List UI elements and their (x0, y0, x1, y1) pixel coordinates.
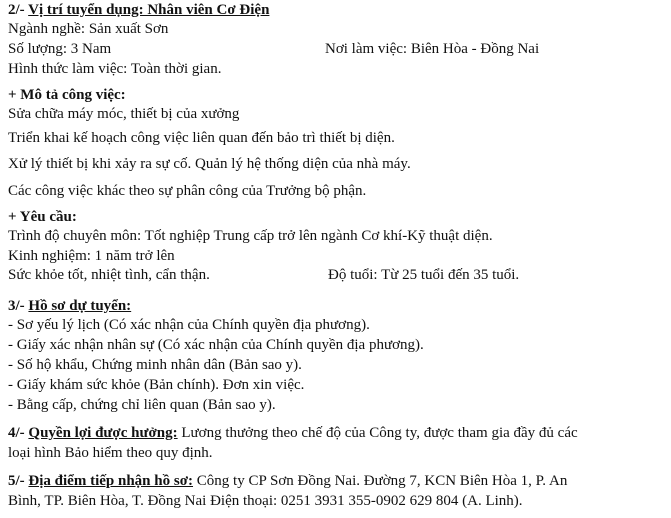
do-tuoi: Độ tuổi: Từ 25 tuổi đến 35 tuổi. (328, 267, 520, 283)
yeu-cau-heading: + Yêu cầu: (8, 209, 77, 225)
suc-khoe: Sức khỏe tốt, nhiệt tình, cẩn thận. (8, 267, 210, 283)
ho-so-item: - Sơ yếu lý lịch (Có xác nhận của Chính quyền địa phương). (8, 317, 370, 333)
mo-ta-item: Xử lý thiết bị khi xảy ra sự cố. Quản lý hệ thống diện của nhà máy. (8, 156, 411, 172)
mo-ta-item: Triển khai kế hoạch công việc liên quan đến bảo trì thiết bị diện. (8, 130, 395, 146)
section-5-title: Địa điểm tiếp nhận hồ sơ: (28, 473, 194, 489)
nganh-nghe: Ngành nghề: Sản xuất Sơn (8, 21, 169, 37)
section-3-heading (8, 297, 131, 315)
mo-ta-heading: + Mô tả công việc: (8, 87, 126, 103)
section-2-heading (8, 1, 269, 19)
section-5-text: Công ty CP Sơn Đồng Nai. Đường 7, KCN Biên Hòa 1, P. An (193, 473, 568, 489)
noi-lam-viec: Nơi làm việc: Biên Hòa - Đồng Nai (325, 41, 540, 57)
trinh-do: Trình độ chuyên môn: Tốt nghiệp Trung cấp trở lên ngành Cơ khí-Kỹ thuật diện. (8, 228, 493, 244)
section-2-title: Vị trí tuyển dụng: Nhân viên Cơ Điện (28, 2, 270, 18)
section-3-number: 3/- (8, 298, 29, 314)
section-4-title: Quyền lợi được hưởng: (28, 425, 178, 441)
section-5-line-2: Bình, TP. Biên Hòa, T. Đồng Nai Điện thoại: 0251 3931 355-0902 629 804 (A. Linh). (8, 493, 523, 509)
ho-so-item: - Bằng cấp, chứng chỉ liên quan (Bản sao y). (8, 397, 276, 413)
section-2-number: 2/- (8, 2, 29, 18)
so-luong: Số lượng: 3 Nam (8, 41, 112, 57)
section-4-line-2: loại hình Bảo hiểm theo quy định. (8, 445, 213, 461)
ho-so-item: - Giấy khám sức khỏe (Bản chính). Đơn xin việc. (8, 377, 305, 393)
ho-so-item: - Giấy xác nhận nhân sự (Có xác nhận của Chính quyền địa phương). (8, 337, 424, 353)
section-5-line-1 (8, 472, 567, 490)
section-4-number: 4/- (8, 425, 29, 441)
kinh-nghiem: Kinh nghiệm: 1 năm trở lên (8, 248, 175, 264)
mo-ta-item: Sửa chữa máy móc, thiết bị của xưởng (8, 106, 240, 122)
ho-so-item: - Số hộ khẩu, Chứng minh nhân dân (Bản sao y). (8, 357, 302, 373)
section-4-line-1 (8, 424, 578, 442)
hinh-thuc-lam-viec: Hình thức làm việc: Toàn thời gian. (8, 61, 222, 77)
section-5-number: 5/- (8, 473, 29, 489)
section-4-text: Lương thưởng theo chế độ của Công ty, được tham gia đầy đủ các (177, 425, 578, 441)
section-3-title: Hồ sơ dự tuyển: (28, 298, 132, 314)
mo-ta-item: Các công việc khác theo sự phân công của Trưởng bộ phận. (8, 183, 367, 199)
